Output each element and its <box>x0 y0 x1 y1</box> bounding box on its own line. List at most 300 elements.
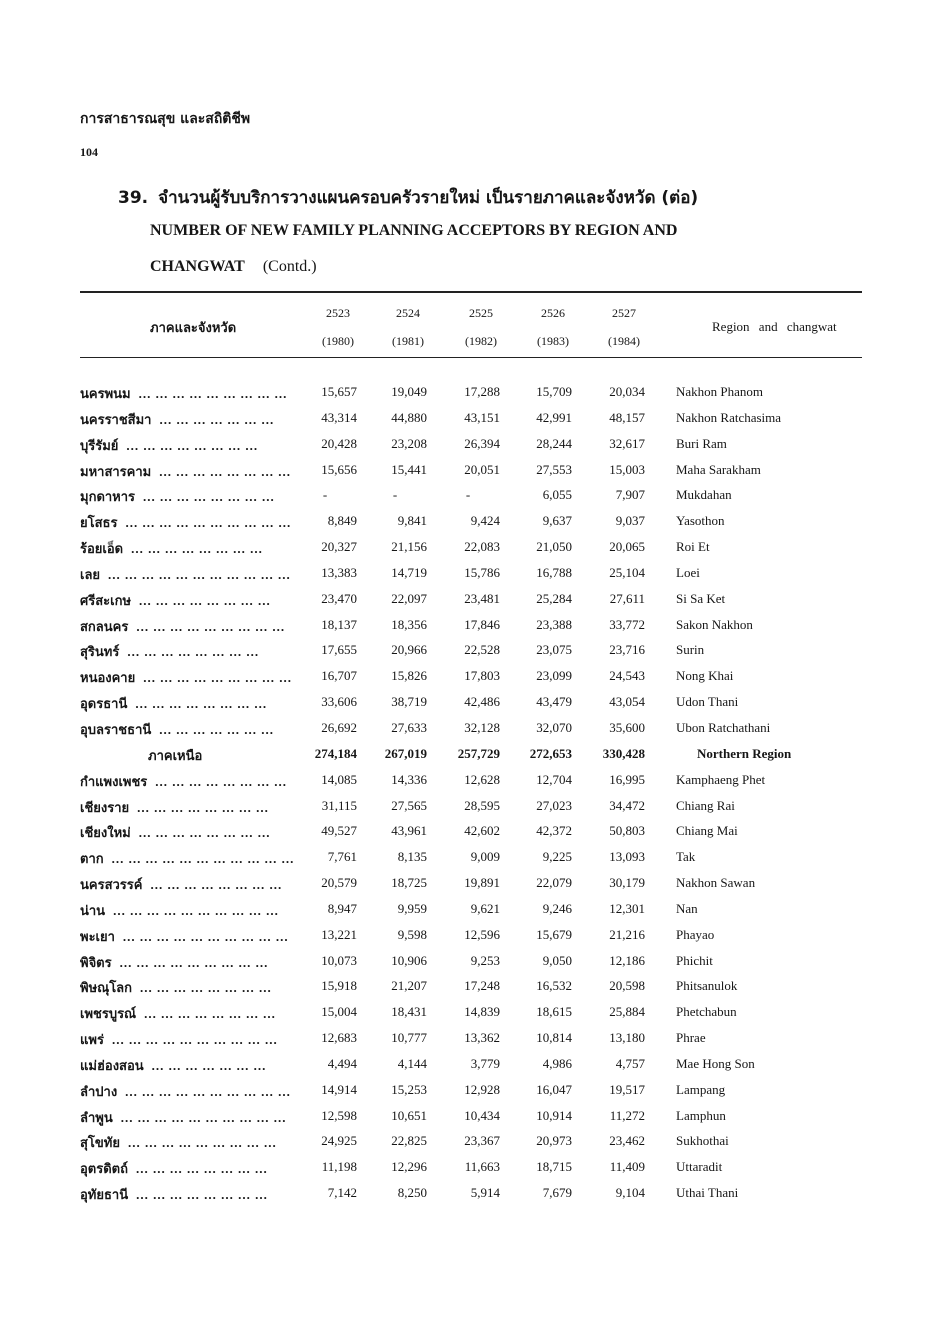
value-cell: 4,144 <box>397 1055 427 1071</box>
value-cell: 18,725 <box>391 875 427 891</box>
value-cell: 7,142 <box>327 1185 357 1201</box>
value-cell: - <box>465 487 471 503</box>
table-title-thai-text: จำนวนผู้รับบริการวางแผนครอบครัวรายใหม่ เป็นรายภาคและจังหวัด (ต่อ) <box>158 188 699 208</box>
leader-dots: ... ... ... ... ... ... ... <box>151 1057 267 1073</box>
changwat-name-thai: หนองคาย <box>80 671 136 687</box>
changwat-name-thai: อุบลราชธานี <box>80 722 152 738</box>
changwat-name-english: Buri Ram <box>676 435 727 451</box>
value-cell: 18,431 <box>391 1004 427 1020</box>
value-cell: 31,115 <box>321 797 357 813</box>
value-cell: 20,051 <box>464 461 500 477</box>
table-row <box>80 637 862 663</box>
value-cell: 4,986 <box>542 1055 572 1071</box>
leader-dots: ... ... ... ... ... ... ... ... <box>159 463 291 479</box>
value-cell: 23,716 <box>609 642 645 658</box>
value-cell: 24,925 <box>321 1133 357 1149</box>
value-cell: 42,486 <box>464 694 500 710</box>
leader-dots: ... ... ... ... ... ... ... ... <box>143 489 275 505</box>
value-cell: 267,019 <box>384 745 427 761</box>
row-label-thai <box>80 1132 277 1153</box>
table-row <box>80 767 862 793</box>
changwat-name-english: Sakon Nakhon <box>676 616 753 632</box>
row-label-thai <box>80 461 291 482</box>
value-cell: 7,761 <box>327 849 357 865</box>
table-row <box>80 818 862 844</box>
value-cell: 9,621 <box>470 900 500 916</box>
value-cell: 10,814 <box>536 1030 572 1046</box>
value-cell: 8,250 <box>397 1185 427 1201</box>
changwat-name-english: Chiang Mai <box>676 823 738 839</box>
value-cell: 20,327 <box>321 539 357 555</box>
value-cell: 50,803 <box>609 823 645 839</box>
table-row <box>80 663 862 689</box>
year-header-be: 2527 <box>612 306 636 320</box>
changwat-name-thai: เชียงใหม่ <box>80 826 131 842</box>
value-cell: 14,085 <box>321 771 357 787</box>
value-cell: 9,253 <box>470 952 500 968</box>
value-cell: 16,047 <box>536 1081 572 1097</box>
value-cell: 18,137 <box>321 616 357 632</box>
leader-dots: ... ... ... ... ... ... ... ... ... <box>143 670 292 686</box>
value-cell: 17,655 <box>321 642 357 658</box>
value-cell: 43,054 <box>609 694 645 710</box>
row-label-thai <box>80 977 272 998</box>
table-top-rule <box>80 291 862 293</box>
leader-dots: ... ... ... ... ... ... ... <box>159 411 275 427</box>
table-row <box>80 379 862 405</box>
value-cell: 9,225 <box>542 849 572 865</box>
value-cell: 9,037 <box>615 513 645 529</box>
value-cell: 28,244 <box>536 435 572 451</box>
changwat-name-thai: สุรินทร์ <box>80 645 120 661</box>
changwat-name-english: Mukdahan <box>676 487 732 503</box>
value-cell: 12,301 <box>609 900 645 916</box>
row-label-thai <box>80 952 268 973</box>
value-cell: 23,481 <box>464 590 500 606</box>
row-label-thai <box>80 900 279 921</box>
value-cell: 8,849 <box>327 513 357 529</box>
value-cell: 12,928 <box>464 1081 500 1097</box>
value-cell: 8,135 <box>397 849 427 865</box>
table-row <box>80 560 862 586</box>
value-cell: 9,637 <box>542 513 572 529</box>
row-label-thai <box>80 822 270 843</box>
leader-dots: ... ... ... ... ... ... ... ... ... ... <box>113 902 279 918</box>
value-cell: 274,184 <box>314 745 357 761</box>
value-cell: 15,004 <box>321 1004 357 1020</box>
changwat-name-thai: เลย <box>80 567 101 583</box>
changwat-name-english: Lampang <box>676 1081 726 1097</box>
value-cell: 23,099 <box>536 668 572 684</box>
value-cell: 9,246 <box>542 900 572 916</box>
value-cell: 14,336 <box>391 771 427 787</box>
value-cell: 12,296 <box>391 1159 427 1175</box>
row-label-thai <box>80 1107 286 1128</box>
value-cell: 15,441 <box>391 461 427 477</box>
value-cell: 15,709 <box>536 384 572 399</box>
table-row <box>80 1103 862 1129</box>
value-cell: 10,777 <box>391 1030 427 1046</box>
row-label-thai <box>80 926 289 947</box>
year-header-ce: (1982) <box>465 334 497 348</box>
changwat-name-english: Kamphaeng Phet <box>676 771 766 787</box>
value-cell: 27,633 <box>391 719 427 735</box>
changwat-name-thai: ตาก <box>80 852 104 868</box>
table-row <box>80 715 862 741</box>
table-row <box>80 1128 862 1154</box>
changwat-name-thai: ลำปาง <box>80 1084 118 1100</box>
value-cell: 9,104 <box>615 1185 645 1201</box>
changwat-name-thai: แม่ฮ่องสอน <box>80 1058 144 1074</box>
value-cell: 26,394 <box>464 435 500 451</box>
value-cell: 9,424 <box>470 513 500 529</box>
value-cell: 12,704 <box>536 771 572 787</box>
leader-dots: ... ... ... ... ... ... ... ... ... <box>138 386 288 401</box>
value-cell: 30,179 <box>609 875 645 891</box>
value-cell: 25,884 <box>609 1004 645 1020</box>
value-cell: 4,757 <box>615 1055 645 1071</box>
changwat-name-thai: ภาคเหนือ <box>148 748 203 764</box>
changwat-name-english: Surin <box>676 642 705 658</box>
value-cell: 19,517 <box>609 1081 645 1097</box>
value-cell: 10,651 <box>391 1107 427 1123</box>
changwat-name-thai: ยโสธร <box>80 516 118 532</box>
value-cell: 17,248 <box>464 978 500 994</box>
value-cell: 18,715 <box>536 1159 572 1175</box>
value-cell: 3,779 <box>470 1055 500 1071</box>
table-row <box>80 1077 862 1103</box>
changwat-name-english: Uthai Thani <box>676 1185 739 1201</box>
changwat-name-english: Udon Thani <box>676 694 739 710</box>
table-row <box>80 457 862 483</box>
value-cell: 9,050 <box>542 952 572 968</box>
year-header-be: 2524 <box>396 306 420 320</box>
year-header-ce: (1983) <box>537 334 569 348</box>
table-title-contd: (Contd.) <box>262 258 317 275</box>
value-cell: 13,383 <box>321 564 357 580</box>
value-cell: 23,367 <box>464 1133 500 1149</box>
value-cell: 19,891 <box>464 875 500 891</box>
value-cell: 11,663 <box>464 1159 500 1175</box>
value-cell: 257,729 <box>457 745 500 761</box>
table-row <box>80 1180 862 1206</box>
value-cell: 9,959 <box>397 900 427 916</box>
table-row <box>80 534 862 560</box>
value-cell: 23,470 <box>321 590 357 606</box>
changwat-name-english: Loei <box>676 564 700 580</box>
table-row <box>80 431 862 457</box>
running-head: การสาธารณสุข และสถิติชีพ <box>80 111 251 127</box>
value-cell: 9,841 <box>397 513 427 529</box>
column-header-english: Region and changwat <box>712 319 837 334</box>
value-cell: 21,216 <box>609 926 645 942</box>
changwat-name-english: Phetchabun <box>676 1004 737 1020</box>
leader-dots: ... ... ... ... ... ... ... ... <box>131 541 263 557</box>
row-label-thai <box>80 538 263 559</box>
leader-dots: ... ... ... ... ... ... ... ... <box>127 644 260 660</box>
value-cell: 43,479 <box>536 694 572 710</box>
changwat-name-english: Maha Sarakham <box>676 461 761 477</box>
value-cell: 35,600 <box>609 719 645 735</box>
value-cell: 28,595 <box>464 797 500 813</box>
value-cell: 43,314 <box>321 409 357 425</box>
page-number: 104 <box>80 145 98 159</box>
table-row <box>80 689 862 715</box>
changwat-name-thai: พิจิตร <box>80 955 112 971</box>
changwat-name-english: Yasothon <box>676 513 725 529</box>
changwat-name-thai: สกลนคร <box>80 619 129 635</box>
leader-dots: ... ... ... ... ... ... ... ... ... ... <box>111 1032 278 1048</box>
value-cell: 7,907 <box>615 487 645 503</box>
table-row <box>80 793 862 819</box>
table-title-english-line1: NUMBER OF NEW FAMILY PLANNING ACCEPTORS BY REGION AND <box>150 222 678 239</box>
value-cell: 22,528 <box>464 642 500 658</box>
leader-dots: ... ... ... ... ... ... ... ... ... <box>128 1135 277 1151</box>
row-label-thai <box>80 1184 268 1205</box>
changwat-name-thai: พิษณุโลก <box>80 981 133 997</box>
value-cell: 27,553 <box>536 461 572 477</box>
value-cell: 12,683 <box>321 1030 357 1046</box>
value-cell: 24,543 <box>609 668 645 684</box>
value-cell: 20,428 <box>321 435 357 451</box>
year-header-be: 2526 <box>541 306 565 320</box>
value-cell: 20,966 <box>391 642 427 658</box>
value-cell: 13,221 <box>321 926 357 942</box>
leader-dots: ... ... ... ... ... ... ... ... <box>144 1006 276 1022</box>
row-label-thai <box>80 1055 266 1076</box>
row-label-thai <box>80 1029 278 1050</box>
value-cell: 11,272 <box>609 1107 645 1123</box>
table-row <box>80 999 862 1025</box>
changwat-name-english: Lamphun <box>676 1107 726 1123</box>
leader-dots: ... ... ... ... ... ... ... ... <box>126 437 259 453</box>
row-label-thai <box>80 797 269 818</box>
table-row <box>80 405 862 431</box>
column-header-thai: ภาคและจังหวัด <box>150 321 237 336</box>
changwat-name-english: Uttaradit <box>676 1159 723 1175</box>
value-cell: 14,719 <box>391 564 427 580</box>
value-cell: 13,362 <box>464 1030 500 1046</box>
changwat-name-thai: เพชรบูรณ์ <box>80 1007 137 1023</box>
leader-dots: ... ... ... ... ... ... ... ... ... ... <box>122 928 289 944</box>
changwat-name-thai: นครพนม <box>80 387 131 402</box>
table-body <box>80 379 862 1206</box>
value-cell: 15,657 <box>321 384 357 399</box>
header-bottom-rule <box>80 357 862 358</box>
value-cell: 14,914 <box>321 1081 357 1097</box>
leader-dots: ... ... ... ... ... ... ... ... <box>135 696 268 712</box>
leader-dots: ... ... ... ... ... ... ... ... <box>155 773 288 789</box>
value-cell: 8,947 <box>327 900 357 916</box>
value-cell: 16,707 <box>321 668 357 684</box>
value-cell: 10,906 <box>391 952 427 968</box>
value-cell: 15,253 <box>391 1081 427 1097</box>
row-label-thai <box>80 667 292 688</box>
leader-dots: ... ... ... ... ... ... ... ... ... ... <box>125 1083 291 1099</box>
value-cell: 33,772 <box>609 616 645 632</box>
value-cell: 11,409 <box>609 1159 645 1175</box>
value-cell: 17,846 <box>464 616 500 632</box>
changwat-name-thai: บุรีรัมย์ <box>80 438 119 454</box>
leader-dots: ... ... ... ... ... ... ... ... <box>150 877 283 893</box>
table-row <box>80 586 862 612</box>
value-cell: 15,679 <box>536 926 572 942</box>
year-header-ce: (1980) <box>322 334 354 348</box>
value-cell: 10,914 <box>536 1107 572 1123</box>
row-label-thai <box>80 719 274 740</box>
value-cell: 330,428 <box>602 745 645 761</box>
row-label-thai <box>80 435 258 456</box>
value-cell: 23,388 <box>536 616 572 632</box>
value-cell: 18,356 <box>391 616 427 632</box>
value-cell: 49,527 <box>321 823 357 839</box>
value-cell: 42,372 <box>536 823 572 839</box>
table-row <box>80 1025 862 1051</box>
value-cell: 15,826 <box>391 668 427 684</box>
changwat-name-english: Phitsanulok <box>676 978 738 994</box>
changwat-name-thai: ลำพูน <box>80 1110 113 1126</box>
leader-dots: ... ... ... ... ... ... ... ... ... <box>119 954 269 970</box>
leader-dots: ... ... ... ... ... ... ... ... <box>137 799 269 815</box>
value-cell: 20,065 <box>609 539 645 555</box>
leader-dots: ... ... ... ... ... ... ... ... <box>136 1161 268 1177</box>
changwat-name-thai: มุกดาหาร <box>80 490 136 506</box>
changwat-name-english: Nakhon Ratchasima <box>676 409 782 425</box>
value-cell: 16,995 <box>609 771 645 787</box>
changwat-name-english: Nong Khai <box>676 668 734 684</box>
year-header-be: 2523 <box>326 306 350 320</box>
row-label-thai <box>148 745 202 766</box>
leader-dots: ... ... ... ... ... ... ... ... <box>139 592 271 608</box>
changwat-name-english: Nakhon Sawan <box>676 875 756 891</box>
region-subtotal-row <box>80 741 862 767</box>
value-cell: 32,128 <box>464 719 500 735</box>
value-cell: 13,093 <box>609 849 645 865</box>
value-cell: 7,679 <box>542 1185 572 1201</box>
changwat-name-thai: อุดรธานี <box>80 697 128 713</box>
value-cell: 5,914 <box>470 1185 500 1201</box>
changwat-name-english: Nan <box>676 900 698 916</box>
changwat-name-thai: อุทัยธานี <box>80 1188 129 1204</box>
value-cell: 23,075 <box>536 642 572 658</box>
row-label-thai <box>80 693 267 714</box>
value-cell: 10,073 <box>321 952 357 968</box>
table-row <box>80 870 862 896</box>
value-cell: 48,157 <box>609 409 645 425</box>
changwat-name-english: Sukhothai <box>676 1133 729 1149</box>
value-cell: 15,918 <box>321 978 357 994</box>
year-header-ce: (1981) <box>392 334 424 348</box>
changwat-name-thai: อุตรดิตถ์ <box>80 1162 128 1178</box>
leader-dots: ... ... ... ... ... ... ... ... <box>138 825 271 841</box>
table-row <box>80 896 862 922</box>
changwat-name-thai: สุโขทัย <box>80 1136 120 1152</box>
row-label-thai <box>80 512 291 533</box>
row-label-thai <box>80 383 287 404</box>
table-row <box>80 973 862 999</box>
value-cell: 6,055 <box>542 487 572 503</box>
value-cell: 32,617 <box>609 435 645 451</box>
changwat-name-english: Phrae <box>676 1030 706 1046</box>
value-cell: 21,156 <box>391 539 427 555</box>
changwat-name-thai: กำแพงเพชร <box>80 774 148 790</box>
value-cell: 33,606 <box>321 694 357 710</box>
leader-dots: ... ... ... ... ... ... ... ... <box>140 980 272 996</box>
year-header-ce: (1984) <box>608 334 640 348</box>
changwat-name-thai: น่าน <box>80 903 106 919</box>
changwat-name-thai: ศรีสะเกษ <box>80 593 132 609</box>
changwat-name-thai: พะเยา <box>80 929 115 945</box>
value-cell: 18,615 <box>536 1004 572 1020</box>
value-cell: 27,023 <box>536 797 572 813</box>
row-label-thai <box>80 564 291 585</box>
leader-dots: ... ... ... ... ... ... ... ... ... ... <box>120 1109 287 1125</box>
value-cell: 23,208 <box>391 435 427 451</box>
value-cell: 12,186 <box>609 952 645 968</box>
table-row <box>80 612 862 638</box>
leader-dots: ... ... ... ... ... ... ... ... ... ... ... <box>111 851 295 867</box>
value-cell: 26,692 <box>321 719 357 735</box>
changwat-name-thai: ร้อยเอ็ด <box>80 542 124 558</box>
table-title-thai <box>118 184 698 211</box>
value-cell: 12,596 <box>464 926 500 942</box>
value-cell: 43,961 <box>391 823 427 839</box>
value-cell: 22,097 <box>391 590 427 606</box>
value-cell: 43,151 <box>464 409 500 425</box>
table-row <box>80 1154 862 1180</box>
value-cell: 12,598 <box>321 1107 357 1123</box>
changwat-name-english: Mae Hong Son <box>676 1055 755 1071</box>
changwat-name-thai: แพร่ <box>80 1033 104 1049</box>
value-cell: 32,070 <box>536 719 572 735</box>
value-cell: - <box>322 487 328 503</box>
changwat-name-english: Roi Et <box>676 539 710 555</box>
value-cell: 16,788 <box>536 564 572 580</box>
value-cell: 42,991 <box>536 409 572 425</box>
value-cell: 4,494 <box>327 1055 357 1071</box>
value-cell: 21,050 <box>536 539 572 555</box>
row-label-thai <box>80 1158 268 1179</box>
value-cell: 25,104 <box>609 564 645 580</box>
value-cell: 15,003 <box>609 461 645 477</box>
row-label-thai <box>80 590 271 611</box>
value-cell: 14,839 <box>464 1004 500 1020</box>
row-label-thai <box>80 1081 291 1102</box>
table-row <box>80 482 862 508</box>
table-number: 39. <box>118 188 149 208</box>
leader-dots: ... ... ... ... ... ... ... ... ... <box>136 618 286 634</box>
leader-dots: ... ... ... ... ... ... ... ... ... ... ... <box>108 566 291 582</box>
value-cell: 20,973 <box>536 1133 572 1149</box>
table-row <box>80 844 862 870</box>
row-label-thai <box>80 874 282 895</box>
value-cell: 15,656 <box>321 461 357 477</box>
value-cell: 22,083 <box>464 539 500 555</box>
value-cell: 22,825 <box>391 1133 427 1149</box>
row-label-thai <box>80 486 275 507</box>
changwat-name-english: Chiang Rai <box>676 797 735 813</box>
changwat-name-english: Phayao <box>676 926 715 942</box>
changwat-name-thai: เชียงราย <box>80 800 130 816</box>
value-cell: 20,579 <box>321 875 357 891</box>
value-cell: - <box>392 487 398 503</box>
value-cell: 9,598 <box>397 926 427 942</box>
table-title-changwat: CHANGWAT <box>150 258 245 275</box>
value-cell: 9,009 <box>470 849 500 865</box>
value-cell: 22,079 <box>536 875 572 891</box>
value-cell: 20,034 <box>609 384 645 399</box>
changwat-name-english: Northern Region <box>697 745 792 761</box>
